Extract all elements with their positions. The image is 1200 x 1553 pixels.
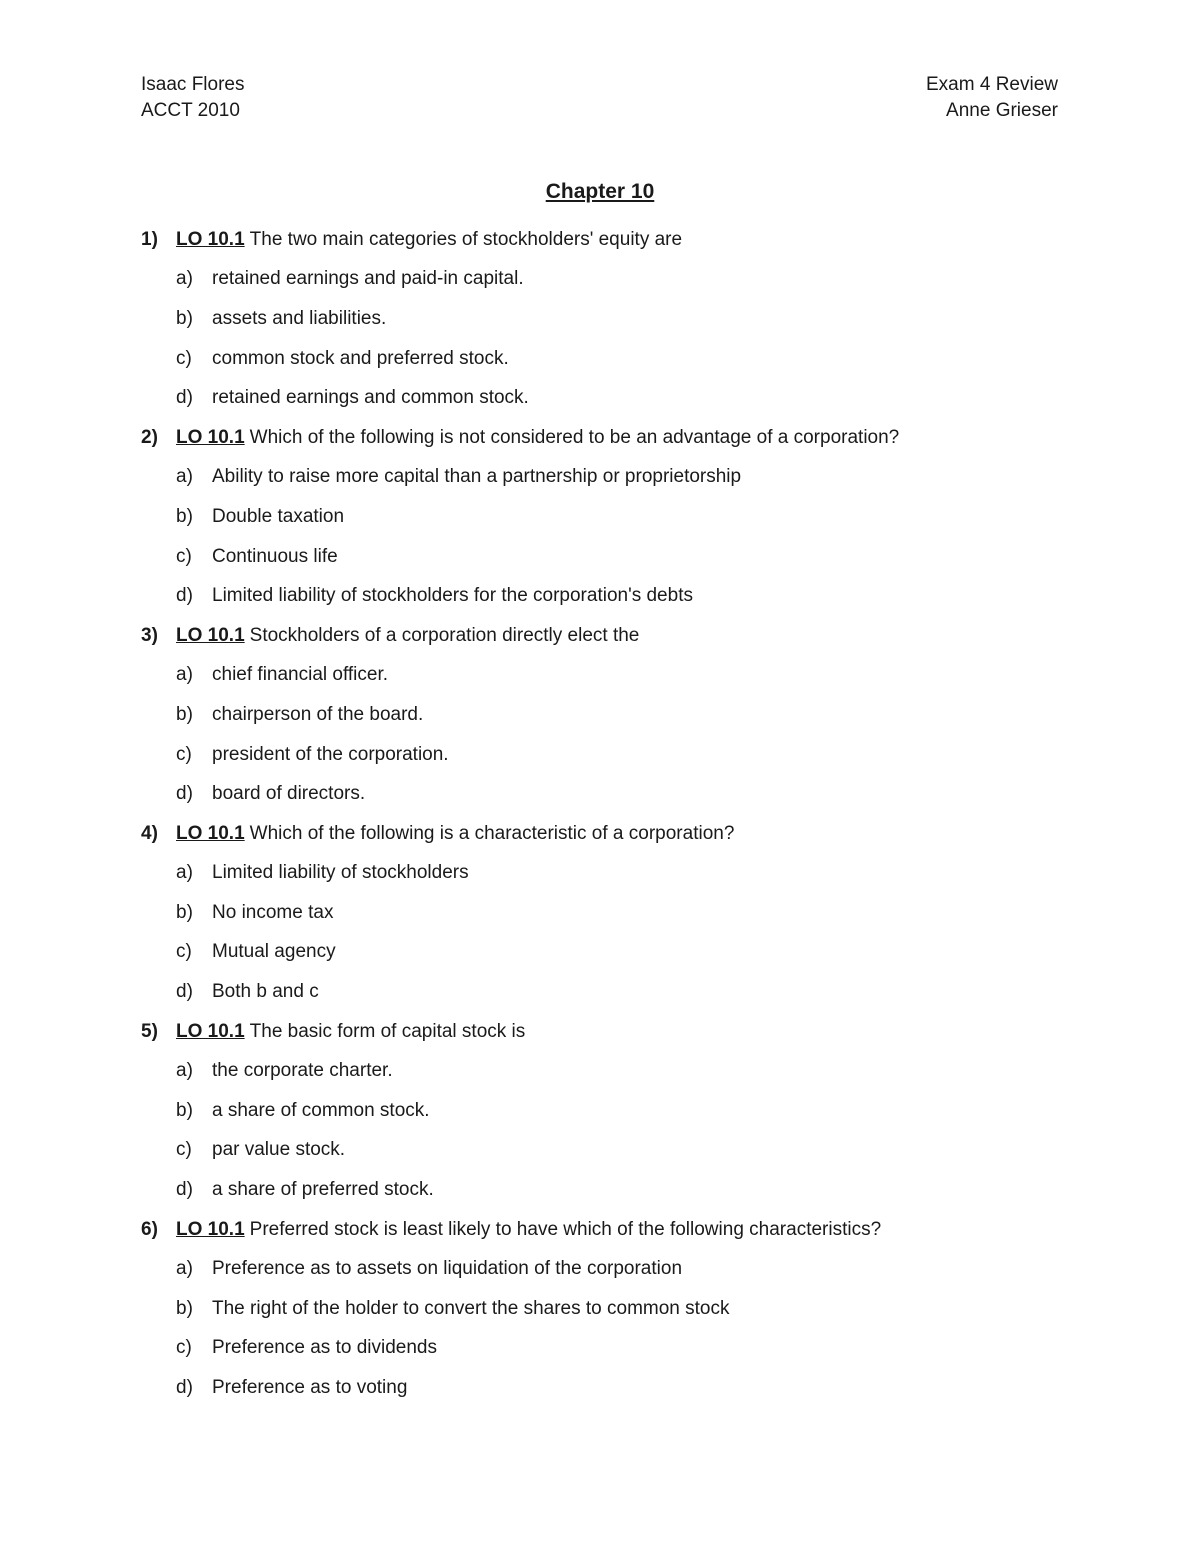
answer-option: [141, 458, 1071, 498]
option-letter: d): [176, 585, 193, 607]
option-text: par value stock.: [212, 1139, 346, 1161]
question-2: [141, 418, 1071, 458]
learning-objective-tag: LO 10.1: [176, 426, 245, 448]
answer-option: [141, 1368, 1071, 1408]
answer-option: [141, 1249, 1071, 1289]
option-letter: d): [176, 387, 193, 409]
option-text: Preference as to dividends: [212, 1337, 437, 1359]
answer-option: [141, 774, 1071, 814]
question-number: 2): [141, 426, 158, 448]
instructor-name: Anne Grieser: [946, 100, 1058, 121]
option-text: chief financial officer.: [212, 664, 389, 686]
question-stem: [176, 427, 899, 449]
answer-option: [141, 1170, 1071, 1210]
option-text: Continuous life: [212, 545, 338, 567]
answer-option: [141, 378, 1071, 418]
option-text: Limited liability of stockholders for the corporation's debts: [212, 585, 693, 607]
option-text: assets and liabilities.: [212, 307, 387, 329]
question-stem: [176, 1021, 525, 1043]
answer-option: [141, 537, 1071, 577]
learning-objective-tag: LO 10.1: [176, 1218, 245, 1240]
option-text: board of directors.: [212, 783, 366, 805]
option-text: Both b and c: [212, 981, 319, 1003]
option-text: The right of the holder to convert the shares to common stock: [212, 1297, 730, 1319]
option-text: Mutual agency: [212, 941, 336, 963]
answer-option: [141, 656, 1071, 696]
answer-option: [141, 933, 1071, 973]
option-letter: c): [176, 545, 192, 567]
header-left: [141, 72, 244, 124]
question-text: The basic form of capital stock is: [249, 1020, 526, 1042]
answer-option: [141, 1131, 1071, 1171]
option-letter: b): [176, 1297, 193, 1319]
answer-option: [141, 1289, 1071, 1329]
option-text: president of the corporation.: [212, 743, 449, 765]
option-text: Double taxation: [212, 505, 345, 527]
question-text: Which of the following is a characteristic of a corporation?: [249, 822, 735, 844]
option-letter: b): [176, 505, 193, 527]
question-4: [141, 814, 1071, 854]
option-text: the corporate charter.: [212, 1060, 393, 1082]
learning-objective-tag: LO 10.1: [176, 624, 245, 646]
option-text: Preference as to assets on liquidation of the corporation: [212, 1258, 683, 1280]
option-text: a share of common stock.: [212, 1099, 430, 1121]
option-letter: d): [176, 1377, 193, 1399]
option-letter: c): [176, 347, 192, 369]
question-1: [141, 220, 1071, 260]
option-letter: d): [176, 783, 193, 805]
option-text: retained earnings and common stock.: [212, 387, 529, 409]
question-6: [141, 1210, 1071, 1250]
option-letter: b): [176, 307, 193, 329]
answer-option: [141, 972, 1071, 1012]
option-letter: a): [176, 1258, 193, 1280]
answer-option: [141, 695, 1071, 735]
option-text: Limited liability of stockholders: [212, 862, 469, 884]
question-text: The two main categories of stockholders' equity are: [249, 228, 683, 250]
option-letter: a): [176, 466, 193, 488]
option-letter: c): [176, 941, 192, 963]
question-stem: [176, 229, 682, 251]
header-right: [926, 72, 1058, 124]
student-name: Isaac Flores: [141, 74, 245, 95]
option-text: common stock and preferred stock.: [212, 347, 509, 369]
chapter-title: Chapter 10: [545, 180, 655, 203]
answer-option: [141, 854, 1071, 894]
question-list: [141, 220, 1071, 1408]
option-text: chairperson of the board.: [212, 703, 424, 725]
learning-objective-tag: LO 10.1: [176, 228, 245, 250]
learning-objective-tag: LO 10.1: [176, 1020, 245, 1042]
option-letter: a): [176, 1060, 193, 1082]
option-letter: d): [176, 1179, 193, 1201]
question-number: 6): [141, 1218, 158, 1240]
option-text: a share of preferred stock.: [212, 1179, 434, 1201]
option-letter: a): [176, 268, 193, 290]
answer-option: [141, 299, 1071, 339]
answer-option: [141, 735, 1071, 775]
learning-objective-tag: LO 10.1: [176, 822, 245, 844]
option-text: retained earnings and paid-in capital.: [212, 268, 524, 290]
answer-option: [141, 1051, 1071, 1091]
answer-option: [141, 260, 1071, 300]
option-letter: d): [176, 981, 193, 1003]
option-letter: b): [176, 1099, 193, 1121]
question-number: 1): [141, 228, 158, 250]
option-letter: a): [176, 862, 193, 884]
question-stem: [176, 823, 734, 845]
option-letter: c): [176, 1337, 192, 1359]
course-code: ACCT 2010: [141, 100, 240, 121]
question-5: [141, 1012, 1071, 1052]
question-number: 5): [141, 1020, 158, 1042]
option-letter: b): [176, 901, 193, 923]
document-title: Exam 4 Review: [926, 74, 1058, 95]
question-text: Which of the following is not considered to be an advantage of a corporation?: [249, 426, 900, 448]
option-letter: a): [176, 664, 193, 686]
question-text: Stockholders of a corporation directly elect the: [249, 624, 640, 646]
question-3: [141, 616, 1071, 656]
answer-option: [141, 893, 1071, 933]
answer-option: [141, 497, 1071, 537]
question-stem: [176, 1219, 881, 1241]
option-text: Preference as to voting: [212, 1377, 408, 1399]
option-letter: b): [176, 703, 193, 725]
question-stem: [176, 625, 639, 647]
question-number: 3): [141, 624, 158, 646]
answer-option: [141, 576, 1071, 616]
answer-option: [141, 1091, 1071, 1131]
answer-option: [141, 339, 1071, 379]
question-number: 4): [141, 822, 158, 844]
option-letter: c): [176, 743, 192, 765]
option-text: No income tax: [212, 901, 334, 923]
option-text: Ability to raise more capital than a partnership or proprietorship: [212, 466, 742, 488]
question-text: Preferred stock is least likely to have which of the following characteristics?: [249, 1218, 882, 1240]
answer-option: [141, 1329, 1071, 1369]
option-letter: c): [176, 1139, 192, 1161]
